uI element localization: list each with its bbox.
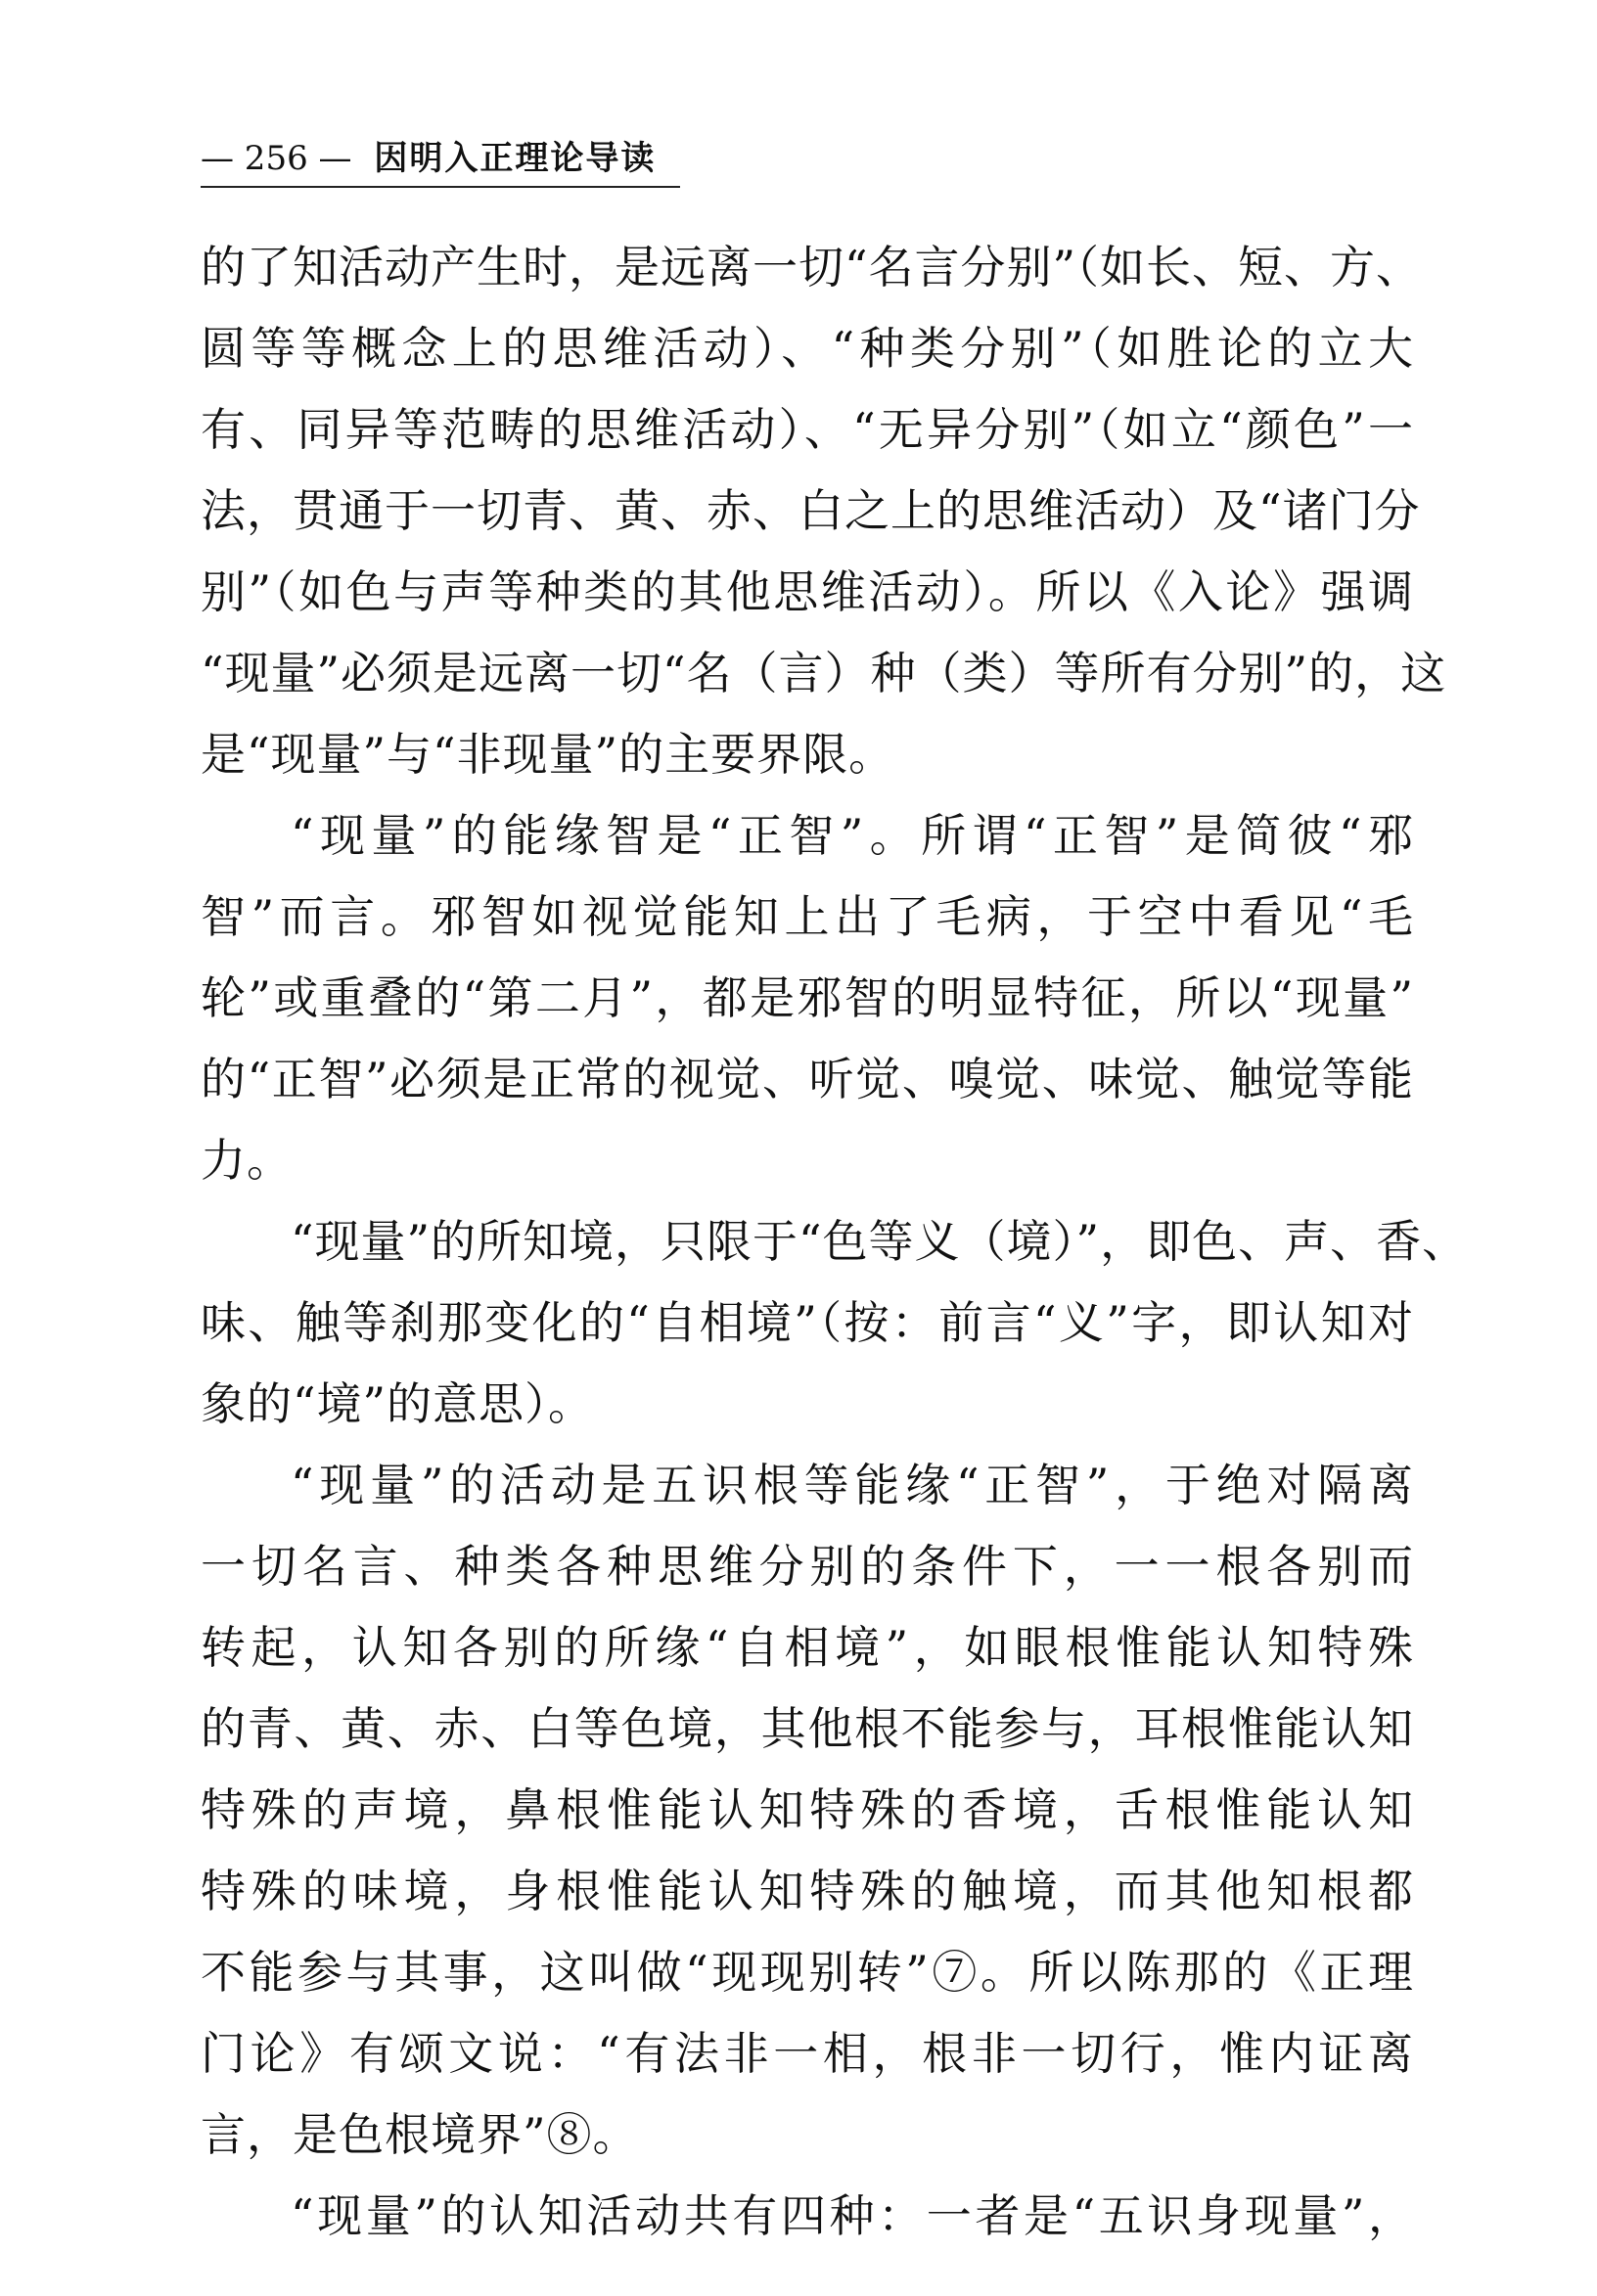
paragraph-5 [201, 2176, 1414, 2257]
text-line: 味、触等刹那变化的“自相境”（按：前言“义”字，即认知对 [201, 1296, 1414, 1349]
header-rule [201, 186, 680, 188]
text-line: “现量”的能缘智是“正智”。所谓“正智”是简彼“邪 [291, 809, 1414, 862]
text-line: 特殊的味境，身根惟能认知特殊的触境，而其他知根都 [201, 1865, 1414, 1917]
paragraph-3 [201, 1201, 1469, 1445]
text-line: “现量”必须是远离一切“名（言）种（类）等所有分别”的，这 [201, 647, 1447, 699]
text-line: 圆等等概念上的思维活动）、“种类分别”（如胜论的立大 [201, 322, 1414, 375]
paragraph-2 [201, 795, 1414, 1201]
text-line: 一切名言、种类各种思维分别的条件下，一一根各别而 [201, 1540, 1414, 1593]
text-line: “现量”的所知境，只限于“色等义（境）”，即色、声、香、 [291, 1215, 1469, 1268]
text-line: “现量”的认知活动共有四种：一者是“五识身现量”， [291, 2189, 1414, 2242]
page-header [201, 139, 667, 178]
paragraph-4 [201, 1445, 1414, 2176]
text-line: 门论》有颂文说：“有法非一相，根非一切行，惟内证离 [201, 2027, 1414, 2080]
text-line: 言，是色根境界”⑧。 [201, 2108, 639, 2161]
text-line: “现量”的活动是五识根等能缘“正智”，于绝对隔离 [291, 1459, 1414, 1511]
text-line: 有、同异等范畴的思维活动）、“无异分别”（如立“颜色”一 [201, 403, 1414, 456]
book-title: 因明入正理论导读 [374, 139, 657, 178]
paragraph-1 [201, 227, 1447, 795]
text-line: 不能参与其事，这叫做“现现别转”⑦。所以陈那的《正理 [201, 1946, 1414, 1999]
text-line: 别”（如色与声等种类的其他思维活动）。所以《入论》强调 [201, 565, 1414, 618]
body-text [201, 227, 1469, 2257]
text-line: 是“现量”与“非现量”的主要界限。 [201, 728, 895, 781]
text-line: 象的“境”的意思）。 [201, 1377, 595, 1430]
text-line: 的了知活动产生时，是远离一切“名言分别”（如长、短、方、 [201, 241, 1423, 293]
page-number: — 256 — [201, 139, 352, 178]
text-line: 转起，认知各别的所缘“自相境”，如眼根惟能认知特殊 [201, 1621, 1414, 1674]
text-line: 的“正智”必须是正常的视觉、听觉、嗅觉、味觉、触觉等能 [201, 1053, 1414, 1105]
text-line: 法，贯通于一切青、黄、赤、白之上的思维活动）及“诸门分 [201, 484, 1421, 537]
text-line: 力。 [201, 1134, 293, 1187]
text-line: 的青、黄、赤、白等色境，其他根不能参与，耳根惟能认知 [201, 1702, 1414, 1755]
text-line: 智”而言。邪智如视觉能知上出了毛病，于空中看见“毛 [201, 890, 1414, 943]
text-line: 特殊的声境，鼻根惟能认知特殊的香境，舌根惟能认知 [201, 1783, 1414, 1836]
text-line: 轮”或重叠的“第二月”，都是邪智的明显特征，所以“现量” [201, 971, 1414, 1024]
